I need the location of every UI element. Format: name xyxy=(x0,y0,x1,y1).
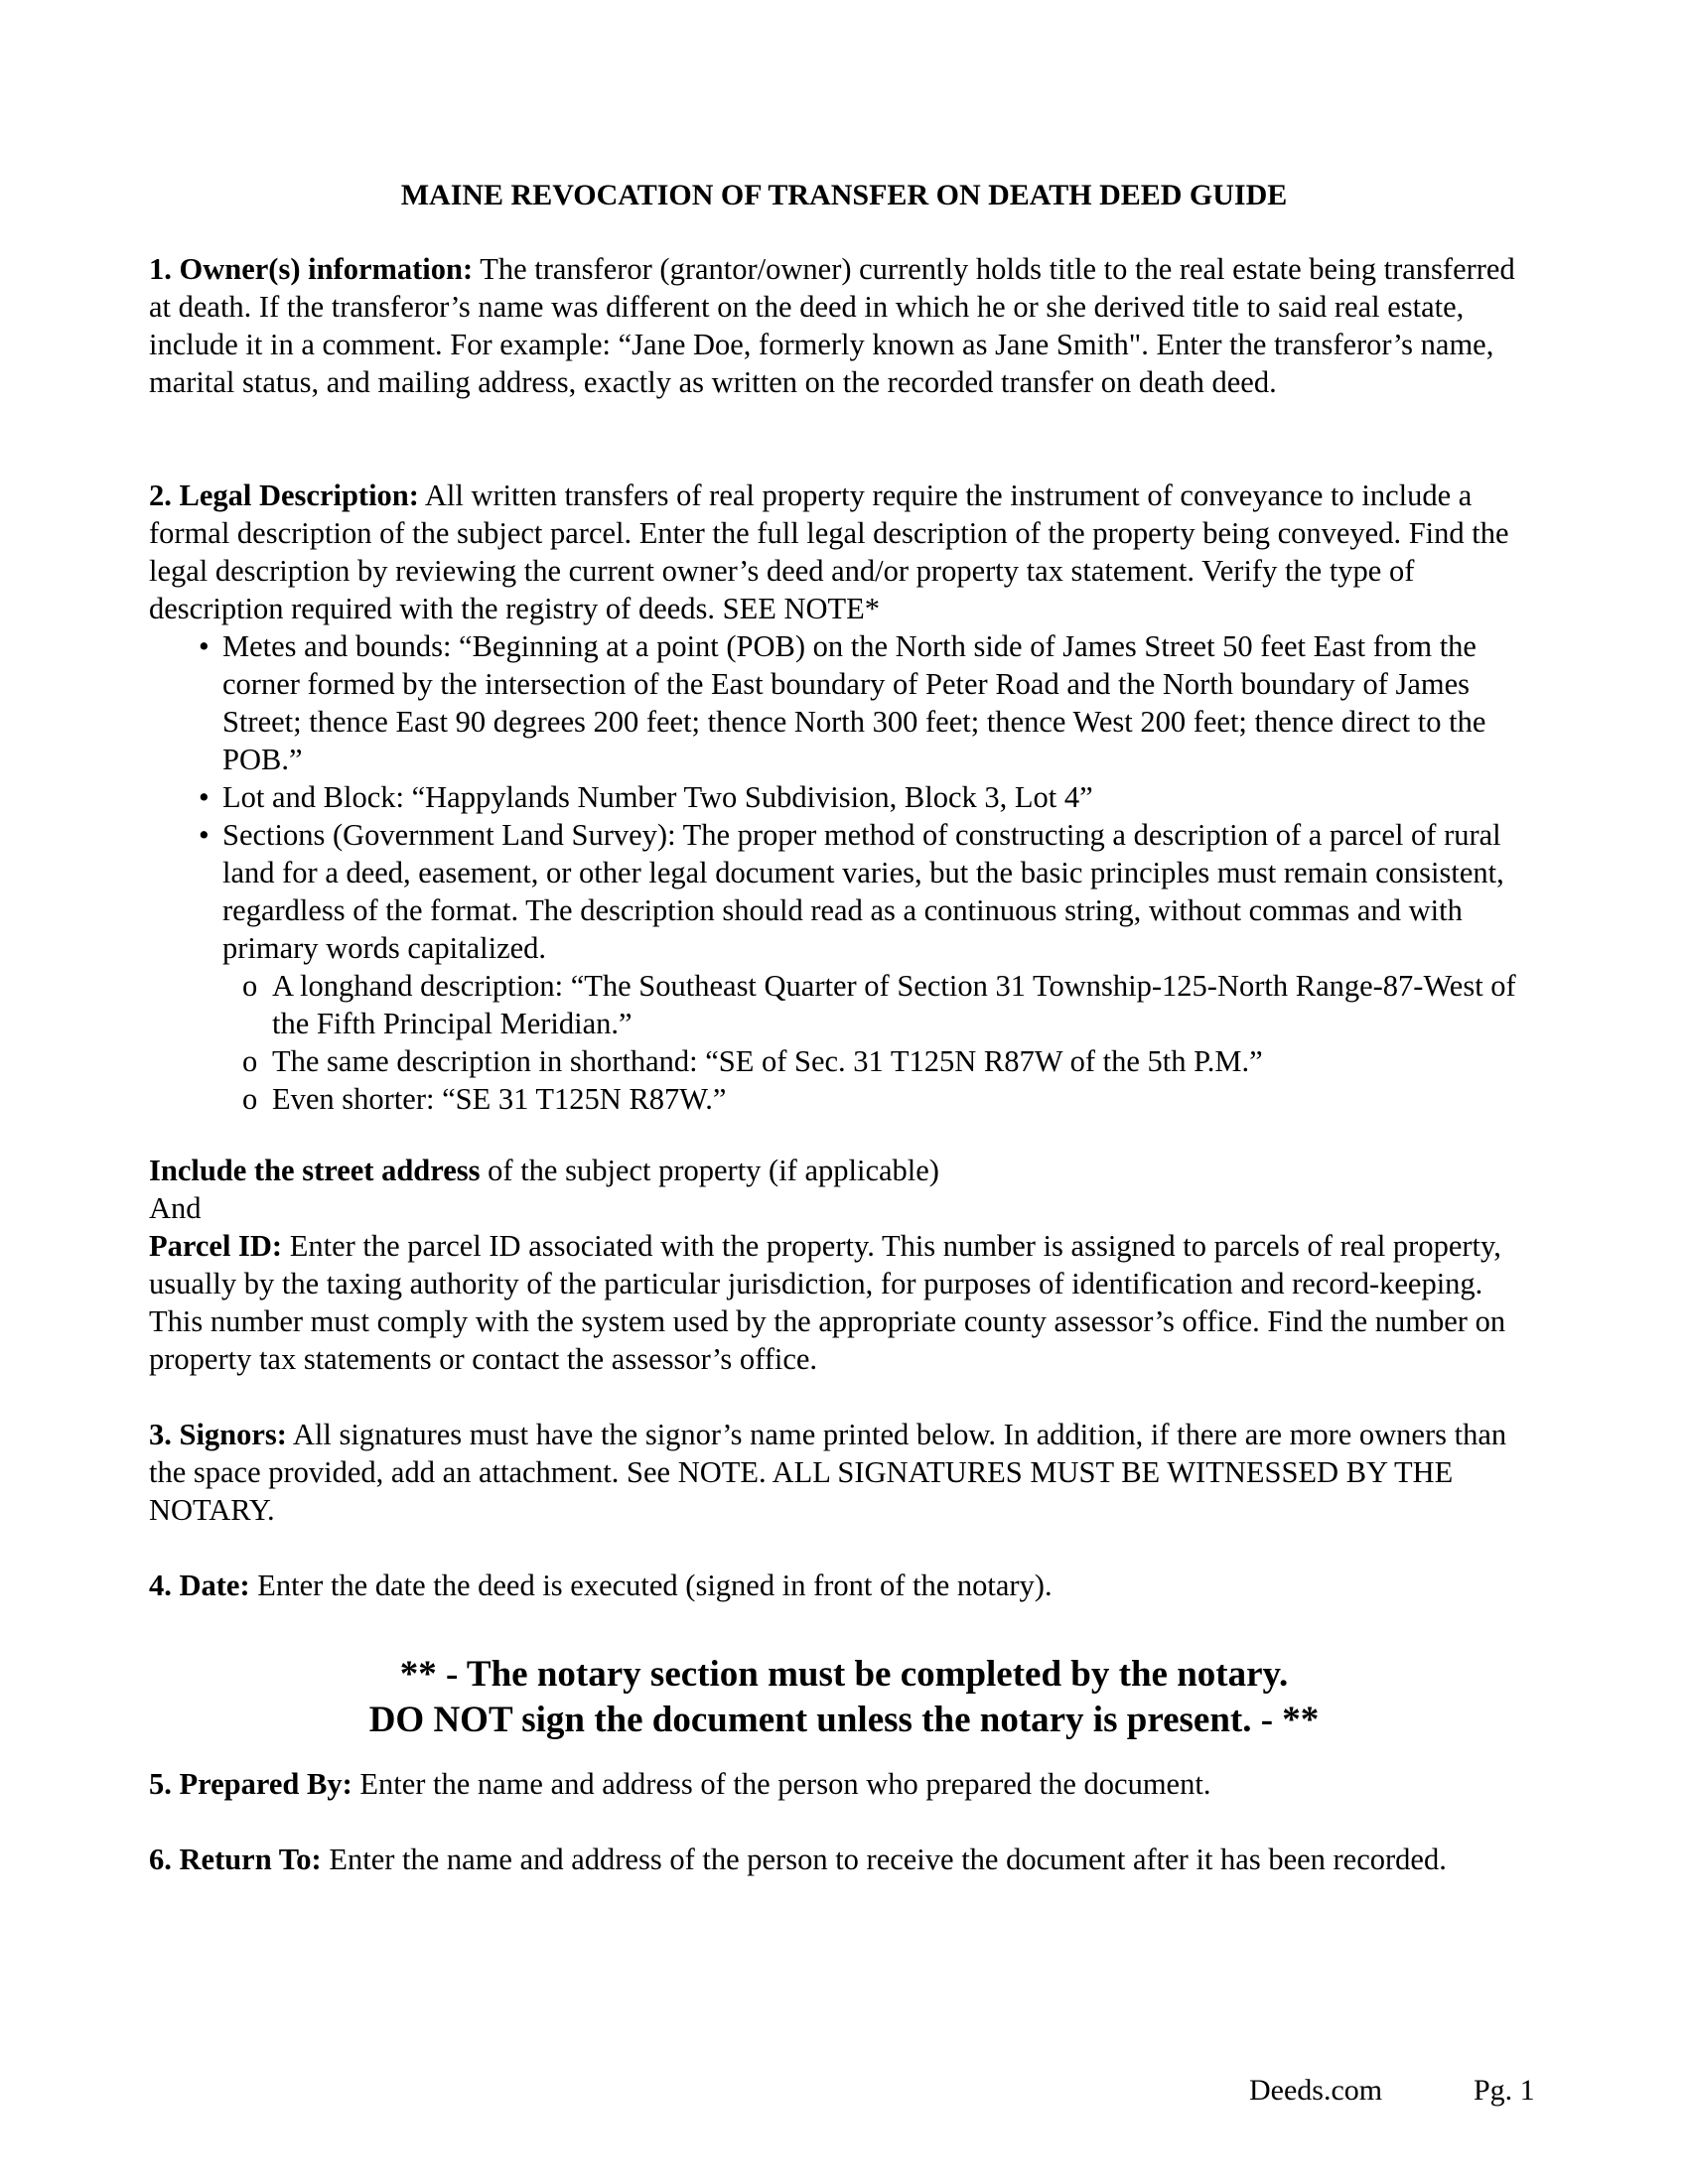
date-heading: 4. Date: xyxy=(149,1569,250,1602)
return-to-text: Enter the name and address of the person to receive the document after it has been recorded. xyxy=(321,1843,1447,1876)
sub-bullet-marker: o xyxy=(242,1044,258,1078)
prepared-by-text: Enter the name and address of the person who prepared the document. xyxy=(352,1767,1211,1801)
notary-notice-line-1: ** - The notary section must be completed by the notary. xyxy=(399,1654,1289,1695)
list-item-text: Metes and bounds: “Beginning at a point (POB) on the North side of James Street 50 feet East from the corner formed by the intersection of the East boundary of Peter Road and the North boundary of James Street; thence East 90 degrees 200 feet; thence North 300 feet; thence West 200 feet; thence direct to the POB.” xyxy=(222,629,1486,776)
section-signors xyxy=(149,1416,1539,1529)
section-return-to xyxy=(149,1841,1539,1878)
notary-notice-line-2: DO NOT sign the document unless the notary is present. - ** xyxy=(368,1700,1320,1740)
sub-item-text: A longhand description: “The Southeast Quarter of Section 31 Township-125-North Range-87-West of the Fifth Principal Meridian.” xyxy=(272,969,1516,1040)
notary-notice xyxy=(0,1652,1688,1743)
sub-item-shorter xyxy=(149,1080,1539,1118)
return-to-paragraph xyxy=(149,1841,1539,1878)
sub-item-longhand xyxy=(149,967,1539,1042)
bullet-marker: • xyxy=(199,818,210,852)
legal-description-heading: 2. Legal Description: xyxy=(149,478,419,512)
prepared-by-heading: 5. Prepared By: xyxy=(149,1767,352,1801)
prepared-by-paragraph xyxy=(149,1765,1539,1803)
section-address-parcel xyxy=(149,1152,1539,1378)
owner-info-paragraph xyxy=(149,250,1539,401)
signors-heading: 3. Signors: xyxy=(149,1418,287,1451)
list-item-metes-and-bounds xyxy=(149,627,1539,778)
owner-info-text: The transferor (grantor/owner) currently holds title to the real estate being transferred at death. If the transferor’s name was different on the deed in which he or she derived title to said real estate, include it in a comment. For example: “Jane Doe, formerly known as Jane Smith". Enter the transferor’s name, marital status, and mailing address, exactly as written on the recorded transfer on death deed. xyxy=(149,252,1515,399)
return-to-heading: 6. Return To: xyxy=(149,1843,322,1876)
parcel-id-text: Enter the parcel ID associated with the property. This number is assigned to parcels of real property, usually by the taxing authority of the particular jurisdiction, for purposes of identification and record-keeping. This number must comply with the system used by the appropriate county assessor’s office. Find the number on property tax statements or contact the assessor’s office. xyxy=(149,1229,1506,1376)
signors-text: All signatures must have the signor’s name printed below. In addition, if there are more owners than the space provided, add an attachment. See NOTE. ALL SIGNATURES MUST BE WITNESSED BY THE NOTARY. xyxy=(149,1418,1507,1527)
parcel-id-heading: Parcel ID: xyxy=(149,1229,283,1263)
bullet-marker: • xyxy=(199,629,210,663)
sub-bullet-marker: o xyxy=(242,969,258,1003)
list-item-text: Lot and Block: “Happylands Number Two Subdivision, Block 3, Lot 4” xyxy=(222,780,1093,814)
date-paragraph xyxy=(149,1567,1539,1604)
street-address-line xyxy=(149,1152,1539,1189)
and-line: And xyxy=(149,1191,202,1225)
section-date xyxy=(149,1567,1539,1604)
sub-item-shorthand xyxy=(149,1042,1539,1080)
list-item-lot-and-block xyxy=(149,778,1539,816)
bullet-marker: • xyxy=(199,780,210,814)
street-address-heading: Include the street address xyxy=(149,1154,481,1187)
sub-bullet-marker: o xyxy=(242,1082,258,1116)
sub-item-text: The same description in shorthand: “SE of Sec. 31 T125N R87W of the 5th P.M.” xyxy=(272,1044,1263,1078)
footer-site-name: Deeds.com xyxy=(1249,2074,1383,2107)
legal-description-paragraph xyxy=(149,477,1539,627)
section-owner-information xyxy=(149,250,1539,401)
list-item-text: Sections (Government Land Survey): The proper method of constructing a description of a parcel of rural land for a deed, easement, or other legal document varies, but the basic principles must remain consistent, regardless of the format. The description should read as a continuous string, without commas and with primary words capitalized. xyxy=(222,818,1504,965)
description-types-list xyxy=(149,627,1539,1118)
owner-info-heading: 1. Owner(s) information: xyxy=(149,252,474,286)
street-address-text: of the subject property (if applicable) xyxy=(480,1154,939,1187)
parcel-id-paragraph xyxy=(149,1227,1539,1378)
section-prepared-by xyxy=(149,1765,1539,1803)
section-examples-list xyxy=(149,967,1539,1118)
footer-page-number: Pg. 1 xyxy=(1474,2074,1535,2107)
section-legal-description xyxy=(149,477,1539,1118)
sub-item-text: Even shorter: “SE 31 T125N R87W.” xyxy=(272,1082,727,1116)
legal-description-text: All written transfers of real property require the instrument of conveyance to include a formal description of the subject parcel. Enter the full legal description of the property being conveyed. Find the legal description by reviewing the current owner’s deed and/or property tax statement. Verify the type of description required with the registry of deeds. SEE NOTE* xyxy=(149,478,1509,625)
date-text: Enter the date the deed is executed (signed in front of the notary). xyxy=(249,1569,1053,1602)
signors-paragraph xyxy=(149,1416,1539,1529)
page-title: MAINE REVOCATION OF TRANSFER ON DEATH DEED GUIDE xyxy=(400,179,1288,211)
list-item-sections xyxy=(149,816,1539,1118)
